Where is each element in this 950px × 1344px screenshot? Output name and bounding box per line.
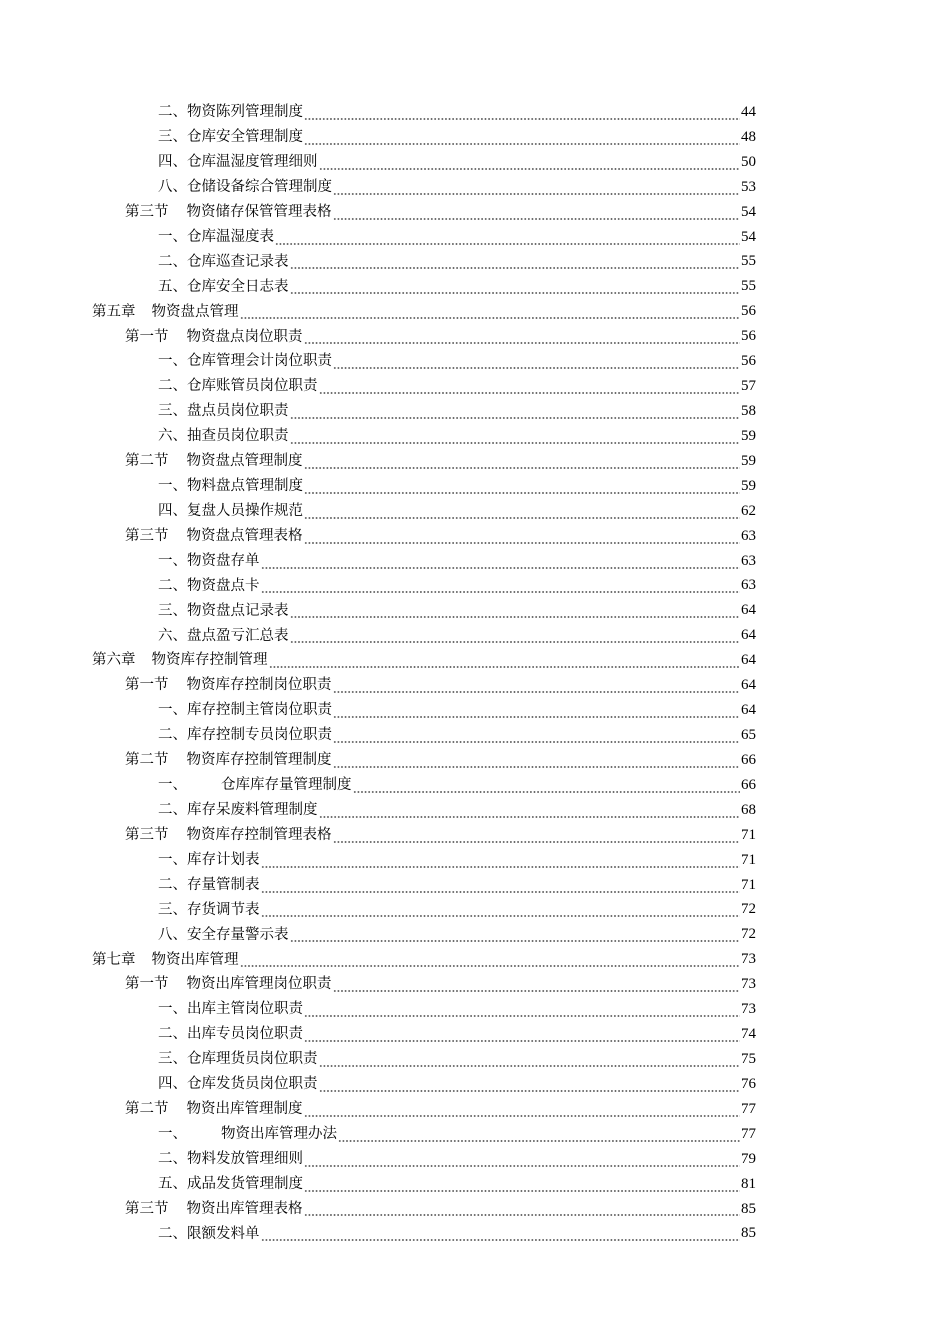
toc-section-entry[interactable]: [125, 449, 756, 474]
toc-item-entry[interactable]: [158, 1172, 756, 1197]
toc-entry-number: 一、: [158, 851, 187, 868]
toc-entry-number: 四、: [158, 1076, 187, 1093]
toc-dot-leader: [290, 292, 741, 294]
toc-dot-leader: [338, 1140, 740, 1142]
toc-dot-leader: [304, 342, 741, 344]
toc-section-entry[interactable]: [125, 673, 756, 698]
toc-entry-title: 仓库巡查记录表: [187, 253, 289, 270]
toc-entry-title: 存量管制表: [187, 876, 260, 893]
toc-entry-title: 物资出库管理制度: [186, 1101, 303, 1118]
toc-entry-number: 三、: [158, 129, 187, 146]
toc-item-entry[interactable]: [158, 175, 756, 200]
toc-page-number: 66: [741, 776, 756, 793]
toc-dot-leader: [304, 517, 740, 519]
toc-dot-leader: [333, 193, 740, 195]
toc-entry-title: 出库专员岗位职责: [187, 1026, 303, 1043]
toc-entry-title: 物资库存控制管理制度: [186, 752, 332, 769]
toc-dot-leader: [304, 1015, 740, 1017]
toc-dot-leader: [290, 616, 741, 618]
toc-dot-leader: [304, 542, 741, 544]
toc-item-entry[interactable]: [158, 424, 756, 449]
toc-item-entry[interactable]: [158, 274, 756, 299]
toc-page-number: 71: [741, 851, 756, 868]
toc-dot-leader: [333, 841, 741, 843]
toc-entry-number: 一、: [158, 1001, 187, 1018]
toc-section-entry[interactable]: [125, 200, 756, 225]
toc-item-entry[interactable]: [158, 848, 756, 873]
toc-dot-leader: [261, 591, 741, 593]
toc-entry-title: 盘点盈亏汇总表: [187, 627, 289, 644]
toc-item-entry[interactable]: [158, 1122, 756, 1147]
toc-chapter-entry[interactable]: [92, 947, 756, 972]
toc-entry-number: 第一节: [125, 677, 169, 694]
toc-entry-title: 库存计划表: [187, 851, 260, 868]
toc-item-entry[interactable]: [158, 549, 756, 574]
toc-entry-number: 二、: [158, 1026, 187, 1043]
toc-entry-number: 第二节: [125, 752, 169, 769]
toc-entry-title: 仓储设备综合管理制度: [187, 178, 332, 195]
toc-item-entry[interactable]: [158, 125, 756, 150]
toc-section-entry[interactable]: [125, 1197, 756, 1222]
toc-page-number: 77: [741, 1125, 756, 1142]
toc-entry-number: 第二节: [125, 453, 169, 470]
toc-page-number: 54: [741, 228, 756, 245]
toc-dot-leader: [333, 367, 740, 369]
toc-entry-number: 第三节: [125, 203, 169, 220]
toc-dot-leader: [261, 866, 741, 868]
toc-section-entry[interactable]: [125, 524, 756, 549]
toc-dot-leader: [275, 243, 740, 245]
toc-entry-number: 二、: [158, 104, 187, 121]
toc-entry-title: 抽查员岗位职责: [187, 428, 289, 445]
toc-entry-number: 五、: [158, 278, 187, 295]
toc-entry-number: 二、: [158, 1150, 187, 1167]
toc-entry-number: 一、: [158, 353, 187, 370]
toc-dot-leader: [333, 766, 741, 768]
toc-item-entry[interactable]: [158, 798, 756, 823]
toc-entry-title: 物资库存控制岗位职责: [186, 677, 332, 694]
toc-page-number: 73: [741, 1001, 756, 1018]
toc-dot-leader: [304, 1040, 740, 1042]
toc-section-entry[interactable]: [125, 748, 756, 773]
toc-dot-leader: [290, 442, 741, 444]
toc-dot-leader: [304, 1165, 740, 1167]
toc-entry-title: 出库主管岗位职责: [187, 1001, 303, 1018]
toc-entry-title: 库存呆废料管理制度: [187, 802, 318, 819]
toc-dot-leader: [304, 492, 740, 494]
toc-dot-leader: [290, 641, 741, 643]
toc-entry-title: 成品发货管理制度: [187, 1175, 303, 1192]
toc-page-number: 66: [741, 751, 756, 768]
toc-entry-title: 复盘人员操作规范: [187, 502, 303, 519]
toc-entry-number: 第一节: [125, 328, 169, 345]
toc-dot-leader: [304, 118, 740, 120]
toc-dot-leader: [290, 940, 741, 942]
toc-item-entry[interactable]: [158, 225, 756, 250]
toc-dot-leader: [353, 791, 741, 793]
toc-page-number: 71: [741, 876, 756, 893]
table-of-contents: [0, 100, 950, 1246]
toc-entry-title: 物资陈列管理制度: [187, 104, 303, 121]
toc-entry-number: 一、: [158, 702, 187, 719]
toc-page-number: 63: [741, 527, 756, 544]
toc-item-entry[interactable]: [158, 598, 756, 623]
toc-item-entry[interactable]: [158, 922, 756, 947]
toc-entry-number: 第一节: [125, 976, 169, 993]
toc-entry-number: 六、: [158, 428, 187, 445]
toc-item-entry[interactable]: [158, 100, 756, 125]
toc-item-entry[interactable]: [158, 1221, 756, 1246]
toc-page-number: 76: [741, 1075, 756, 1092]
toc-entry-title: 物资库存控制管理表格: [186, 826, 332, 843]
toc-dot-leader: [333, 716, 740, 718]
toc-entry-title: 物资盘点管理: [151, 303, 239, 320]
toc-dot-leader: [319, 1090, 741, 1092]
toc-entry-number: 六、: [158, 627, 187, 644]
toc-entry-number: 一、: [158, 552, 187, 569]
toc-entry-number: 二、: [158, 577, 187, 594]
toc-page-number: 56: [741, 353, 756, 370]
toc-page-number: 64: [741, 627, 756, 644]
toc-dot-leader: [319, 168, 741, 170]
toc-entry-title: 仓库安全日志表: [187, 278, 289, 295]
toc-dot-leader: [333, 990, 741, 992]
toc-entry-title: 物资出库管理表格: [186, 1200, 303, 1217]
toc-entry-number: 第三节: [125, 826, 169, 843]
toc-entry-title: 仓库账管员岗位职责: [187, 378, 318, 395]
toc-page-number: 65: [741, 727, 756, 743]
toc-page-number: 85: [741, 1200, 756, 1217]
toc-page-number: 56: [741, 303, 756, 320]
toc-page-number: 55: [741, 253, 756, 270]
toc-page-number: 55: [741, 278, 756, 295]
toc-entry-title: 物资盘存单: [187, 552, 260, 569]
toc-entry-number: 八、: [158, 178, 187, 195]
toc-dot-leader: [240, 965, 741, 967]
toc-page-number: 57: [741, 378, 756, 395]
toc-dot-leader: [290, 417, 741, 419]
toc-dot-leader: [269, 666, 741, 668]
toc-dot-leader: [304, 1214, 741, 1216]
toc-entry-number: 二、: [158, 378, 187, 395]
toc-page-number: 48: [741, 128, 756, 145]
toc-item-entry[interactable]: [158, 499, 756, 524]
toc-page-number: 71: [741, 826, 756, 843]
toc-item-entry[interactable]: [158, 623, 756, 648]
toc-entry-title: 物资出库管理办法: [221, 1126, 337, 1142]
toc-page-number: 54: [741, 203, 756, 220]
toc-section-entry[interactable]: [125, 1097, 756, 1122]
toc-entry-title: 仓库安全管理制度: [187, 129, 303, 146]
toc-entry-title: 仓库理货员岗位职责: [187, 1051, 318, 1068]
toc-page-number: 50: [741, 153, 756, 170]
toc-dot-leader: [304, 467, 741, 469]
toc-page-number: 59: [741, 427, 756, 444]
toc-item-entry[interactable]: [158, 250, 756, 275]
toc-item-entry[interactable]: [158, 1147, 756, 1172]
toc-page-number: 74: [741, 1026, 756, 1043]
toc-page-number: 59: [741, 452, 756, 469]
toc-dot-leader: [240, 317, 741, 319]
toc-item-entry[interactable]: [158, 374, 756, 399]
toc-page-number: 72: [741, 926, 756, 943]
toc-page-number: 85: [741, 1225, 756, 1242]
toc-chapter-entry[interactable]: [92, 299, 756, 324]
toc-page-number: 79: [741, 1150, 756, 1167]
toc-dot-leader: [319, 816, 741, 818]
toc-page-number: 64: [741, 602, 756, 619]
toc-item-entry[interactable]: [158, 773, 756, 798]
toc-entry-title: 物资库存控制管理: [151, 652, 268, 669]
toc-entry-number: 八、: [158, 926, 187, 943]
toc-entry-number: 四、: [158, 502, 187, 519]
toc-dot-leader: [304, 1190, 740, 1192]
toc-entry-number: 二、: [158, 1225, 187, 1242]
toc-entry-title: 物料发放管理细则: [187, 1150, 303, 1167]
toc-entry-number: 三、: [158, 901, 187, 918]
toc-entry-number: 五、: [158, 1175, 187, 1192]
toc-entry-title: 物资储存保管管理表格: [186, 203, 332, 220]
toc-item-entry[interactable]: [158, 1022, 756, 1047]
toc-dot-leader: [333, 218, 741, 220]
toc-dot-leader: [333, 741, 740, 743]
toc-page-number: 64: [741, 677, 756, 694]
toc-entry-number: 三、: [158, 602, 187, 619]
toc-page-number: 56: [741, 328, 756, 345]
toc-section-entry[interactable]: [125, 823, 756, 848]
toc-entry-number: 三、: [158, 403, 187, 420]
toc-entry-number: 一、: [158, 478, 187, 495]
toc-page-number: 75: [741, 1050, 756, 1067]
toc-dot-leader: [304, 1115, 741, 1117]
toc-page-number: 77: [741, 1100, 756, 1117]
toc-entry-title: 物资盘点管理表格: [186, 527, 303, 544]
toc-entry-title: 仓库库存量管理制度: [221, 777, 352, 794]
toc-item-entry[interactable]: [158, 873, 756, 898]
toc-dot-leader: [261, 1239, 741, 1241]
toc-entry-number: 第三节: [125, 1200, 169, 1217]
toc-page-number: 59: [741, 477, 756, 494]
toc-item-entry[interactable]: [158, 474, 756, 499]
toc-dot-leader: [261, 567, 741, 569]
toc-entry-title: 物资盘点卡: [187, 577, 260, 594]
toc-dot-leader: [304, 143, 740, 145]
toc-section-entry[interactable]: [125, 324, 756, 349]
toc-page-number: 73: [741, 976, 756, 993]
toc-item-entry[interactable]: [158, 399, 756, 424]
toc-dot-leader: [319, 1065, 741, 1067]
toc-item-entry[interactable]: [158, 1072, 756, 1097]
toc-dot-leader: [319, 392, 741, 394]
toc-entry-title: 库存控制专员岗位职责: [187, 727, 332, 744]
toc-dot-leader: [261, 891, 741, 893]
toc-item-entry[interactable]: [158, 723, 756, 748]
toc-chapter-entry[interactable]: [92, 648, 756, 673]
toc-entry-number: 第五章: [92, 303, 136, 320]
toc-item-entry[interactable]: [158, 898, 756, 923]
toc-page-number: 62: [741, 502, 756, 519]
toc-page-number: 53: [741, 178, 756, 195]
toc-entry-title: 物资盘点管理制度: [186, 453, 303, 470]
toc-item-entry[interactable]: [158, 1047, 756, 1072]
toc-entry-title: 物资盘点记录表: [187, 602, 289, 619]
toc-entry-title: 物资出库管理: [151, 951, 239, 968]
toc-dot-leader: [261, 915, 741, 917]
toc-entry-title: 存货调节表: [187, 901, 260, 918]
toc-page-number: 68: [741, 801, 756, 818]
toc-entry-title: 仓库温湿度表: [187, 228, 274, 245]
toc-entry-number: 第三节: [125, 527, 169, 544]
toc-item-entry[interactable]: [158, 349, 756, 374]
toc-entry-number: 一、: [158, 228, 187, 245]
toc-entry-title: 物资出库管理岗位职责: [186, 976, 332, 993]
toc-entry-number: 二、: [158, 253, 187, 270]
toc-entry-title: 限额发料单: [187, 1225, 260, 1242]
toc-page-number: 63: [741, 577, 756, 594]
toc-entry-number: 四、: [158, 154, 187, 171]
toc-page-number: 73: [741, 951, 756, 968]
toc-entry-number: 一、: [158, 1126, 187, 1142]
toc-page-number: 64: [741, 652, 756, 669]
toc-entry-title: 库存控制主管岗位职责: [187, 702, 332, 719]
toc-dot-leader: [333, 691, 741, 693]
toc-entry-title: 物资盘点岗位职责: [186, 328, 303, 345]
toc-entry-title: 盘点员岗位职责: [187, 403, 289, 420]
toc-item-entry[interactable]: [158, 997, 756, 1022]
toc-entry-number: 第六章: [92, 652, 136, 669]
toc-item-entry[interactable]: [158, 698, 756, 723]
toc-entry-title: 仓库管理会计岗位职责: [187, 353, 332, 370]
toc-entry-number: 二、: [158, 876, 187, 893]
toc-page-number: 72: [741, 901, 756, 918]
toc-entry-title: 仓库发货员岗位职责: [187, 1076, 318, 1093]
toc-entry-number: 第二节: [125, 1101, 169, 1118]
toc-entry-number: 三、: [158, 1051, 187, 1068]
toc-entry-title: 仓库温湿度管理细则: [187, 154, 318, 171]
toc-page-number: 81: [741, 1175, 756, 1192]
toc-entry-title: 物料盘点管理制度: [187, 478, 303, 495]
toc-section-entry[interactable]: [125, 972, 756, 997]
toc-item-entry[interactable]: [158, 574, 756, 599]
toc-entry-title: 安全存量警示表: [187, 926, 289, 943]
toc-entry-number: 二、: [158, 802, 187, 819]
toc-dot-leader: [290, 267, 741, 269]
toc-page-number: 63: [741, 552, 756, 569]
toc-entry-number: 一、: [158, 777, 187, 794]
toc-page-number: 58: [741, 403, 756, 420]
toc-entry-number: 二、: [158, 727, 187, 744]
toc-item-entry[interactable]: [158, 150, 756, 175]
toc-entry-number: 第七章: [92, 951, 136, 968]
toc-page-number: 44: [741, 103, 756, 120]
toc-page-number: 64: [741, 702, 756, 719]
